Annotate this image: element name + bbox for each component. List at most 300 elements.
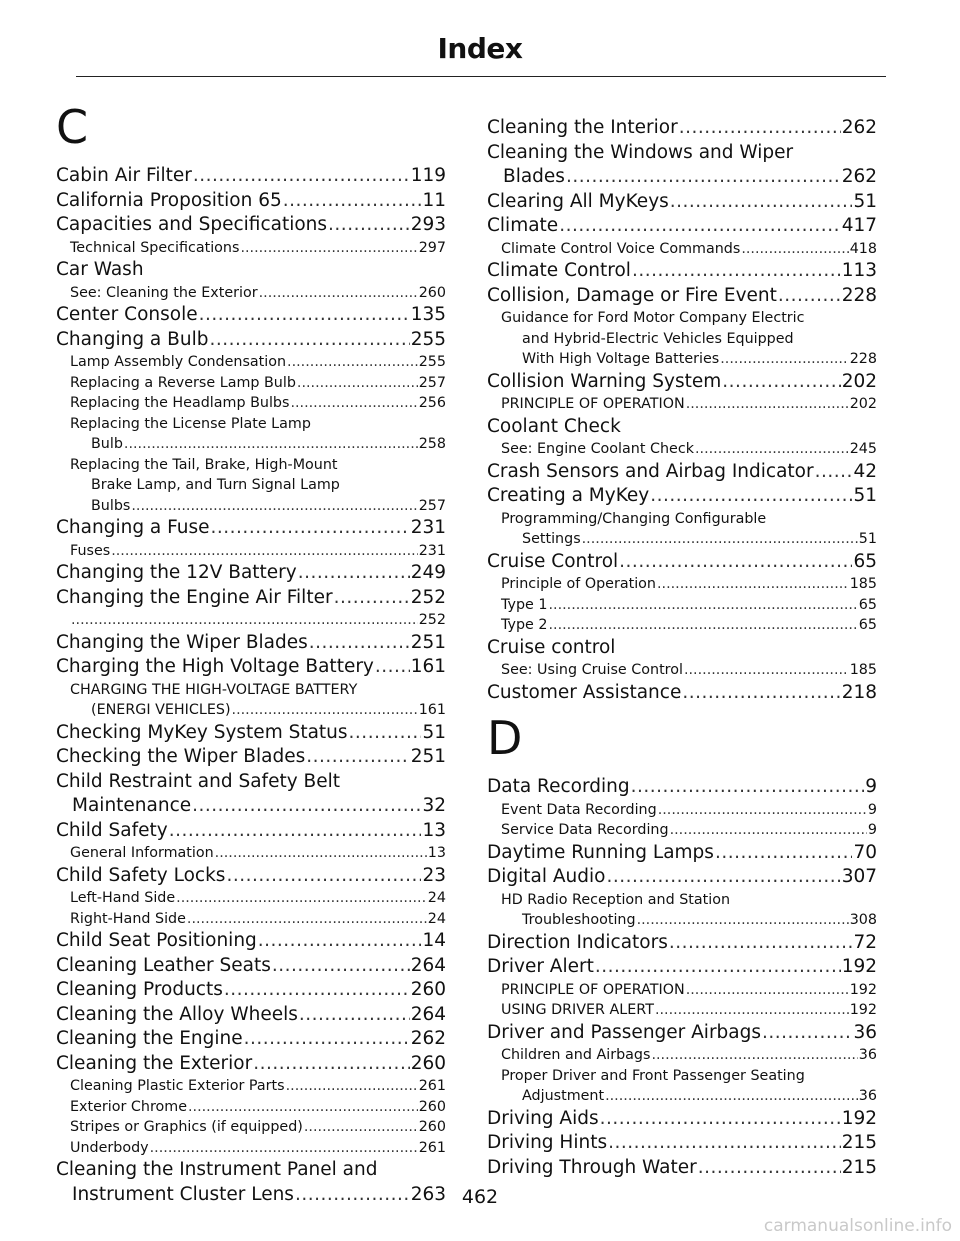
entry-page: 202 <box>849 396 877 412</box>
index-subentry-line: Proper Driver and Front Passenger Seating <box>501 1067 805 1084</box>
entry-text: Driving Aids <box>487 1107 599 1129</box>
index-subentry <box>56 541 446 562</box>
index-subentry <box>487 615 877 636</box>
entry-page: 65 <box>858 596 877 613</box>
index-entry <box>56 929 446 954</box>
dot-leader <box>658 800 867 821</box>
entry-text: Cleaning the Interior <box>487 117 678 138</box>
index-subentry-line: HD Radio Reception and Station <box>501 891 731 908</box>
entry-text: See: Cleaning the Exterior <box>70 284 258 301</box>
entry-text: Exterior Chrome <box>70 1098 187 1115</box>
index-entry <box>56 794 446 819</box>
entry-page: 13 <box>422 819 446 841</box>
entry-page: 113 <box>841 260 877 281</box>
index-subentry <box>56 496 446 517</box>
index-subentry <box>487 800 877 821</box>
entry-text: See: Using Cruise Control <box>501 662 683 678</box>
entry-text: Changing the Wiper Blades <box>56 631 308 653</box>
entry-text: Cleaning the Alloy Wheels <box>56 1003 298 1025</box>
dot-leader <box>209 328 409 353</box>
dot-leader <box>199 303 410 328</box>
entry-page: 260 <box>418 1098 446 1115</box>
dot-leader <box>111 541 418 562</box>
entry-page: 192 <box>849 981 877 998</box>
index-subentry <box>487 574 877 595</box>
entry-text: California Proposition 65 <box>56 189 282 211</box>
left-entries <box>56 164 446 1207</box>
index-entry <box>56 561 446 586</box>
dot-leader <box>192 794 421 819</box>
dot-leader <box>299 1003 410 1028</box>
dot-leader <box>619 550 852 575</box>
entry-page: 32 <box>422 795 446 816</box>
dot-leader <box>187 909 427 930</box>
index-subentry <box>487 394 877 415</box>
entry-page: 252 <box>410 586 446 608</box>
dot-leader <box>600 1107 841 1132</box>
entry-page: 258 <box>418 436 446 452</box>
dot-leader <box>240 238 417 259</box>
index-entry-line: Car Wash <box>56 259 144 280</box>
entry-page: 260 <box>410 1052 446 1074</box>
entry-text: Changing a Fuse <box>56 517 210 538</box>
dot-leader <box>815 460 853 485</box>
dot-leader <box>224 978 410 1003</box>
entry-page: 255 <box>418 354 446 370</box>
index-subentry <box>56 843 446 864</box>
index-entry <box>487 284 877 309</box>
entry-page: 135 <box>410 304 446 325</box>
index-entry <box>56 655 446 680</box>
dot-leader <box>304 1117 418 1138</box>
dot-leader <box>655 1000 849 1021</box>
dot-leader <box>606 865 840 890</box>
entry-text: Data Recording <box>487 776 630 797</box>
entry-page: 51 <box>853 485 877 506</box>
entry-page: 161 <box>418 702 446 718</box>
index-entry <box>487 1107 877 1132</box>
entry-page: 261 <box>418 1139 446 1156</box>
entry-page: 119 <box>410 165 446 186</box>
entry-text: Center Console <box>56 304 198 325</box>
dot-leader <box>650 484 852 509</box>
entry-page: 261 <box>418 1078 446 1094</box>
entry-page: 9 <box>867 801 877 818</box>
entry-page: 260 <box>418 1119 446 1135</box>
entry-page: 218 <box>841 681 877 703</box>
entry-text: Daytime Running Lamps <box>487 841 714 863</box>
entry-page: 51 <box>422 721 446 743</box>
entry-text: Direction Indicators <box>487 931 668 953</box>
dot-leader <box>286 1076 418 1097</box>
entry-page: 215 <box>841 1156 877 1178</box>
entry-text: Cleaning Plastic Exterior Parts <box>70 1078 285 1094</box>
entry-text: Replacing the Headlamp Bulbs <box>70 395 290 411</box>
dot-leader <box>695 439 849 460</box>
entry-page: 251 <box>410 631 446 653</box>
index-entry <box>487 1156 877 1181</box>
entry-page: 228 <box>849 351 877 367</box>
index-entry <box>487 165 877 190</box>
index-entry <box>487 681 877 706</box>
dot-leader <box>682 681 840 706</box>
dot-leader <box>548 615 857 636</box>
dot-leader <box>559 214 840 239</box>
entry-page: 161 <box>410 656 446 677</box>
entry-text: Cleaning the Engine <box>56 1028 243 1049</box>
index-subentry <box>487 820 877 841</box>
index-entry <box>487 370 877 395</box>
dot-leader <box>169 819 422 844</box>
index-entry-line: Cleaning the Instrument Panel and <box>56 1159 378 1180</box>
index-subentry <box>56 434 446 455</box>
dot-leader <box>188 1097 418 1118</box>
index-subentry-line: Brake Lamp, and Turn Signal Lamp <box>91 477 340 493</box>
index-subentry <box>487 529 877 550</box>
entry-page: 260 <box>418 284 446 301</box>
dot-leader <box>176 888 427 909</box>
entry-text: Cruise Control <box>487 550 619 572</box>
watermark: carmanualsonline.info <box>763 1216 952 1236</box>
entry-text: Clearing All MyKeys <box>487 190 669 212</box>
index-entry <box>487 259 877 284</box>
dot-leader <box>720 349 848 370</box>
entry-text: Child Seat Positioning <box>56 930 257 951</box>
entry-page: 65 <box>858 617 877 633</box>
entry-page: 257 <box>418 374 446 391</box>
entry-text: Capacities and Specifications <box>56 214 328 235</box>
index-subentry <box>56 352 446 373</box>
entry-text: Climate Control Voice Commands <box>501 240 741 257</box>
entry-text: Adjustment <box>522 1088 605 1104</box>
entry-text: Stripes or Graphics (if equipped) <box>70 1119 303 1135</box>
dot-leader <box>71 610 418 631</box>
index-entry-line: Cleaning the Windows and Wiper <box>487 141 794 163</box>
entry-text: Changing a Bulb <box>56 328 209 350</box>
dot-leader <box>272 954 410 979</box>
title-divider <box>76 76 886 77</box>
entry-page: 228 <box>841 284 877 306</box>
entry-text: Cleaning Products <box>56 979 223 1000</box>
entry-text: Service Data Recording <box>501 822 669 838</box>
index-subentry <box>487 910 877 931</box>
index-entry <box>487 116 877 141</box>
index-entry <box>487 775 877 800</box>
dot-leader <box>670 820 867 841</box>
dot-leader <box>375 655 410 680</box>
dot-leader <box>679 116 841 141</box>
index-entry <box>487 1131 877 1156</box>
index-subentry <box>487 349 877 370</box>
entry-text: Right-Hand Side <box>70 910 186 927</box>
index-subentry <box>56 238 446 259</box>
section-gap <box>487 705 877 715</box>
index-subentry <box>487 980 877 1001</box>
dot-leader <box>566 165 841 190</box>
entry-page: 51 <box>853 190 877 212</box>
entry-text: Children and Airbags <box>501 1047 651 1063</box>
entry-page: 9 <box>865 776 877 797</box>
entry-page: 262 <box>841 117 877 138</box>
index-entry <box>56 586 446 611</box>
entry-text: Climate Control <box>487 260 631 281</box>
dot-leader <box>259 283 418 304</box>
dot-leader <box>124 434 418 455</box>
index-entry <box>487 1021 877 1046</box>
index-subentry <box>487 595 877 616</box>
section-letter: D <box>487 711 523 765</box>
entry-text: Type 1 <box>501 596 548 613</box>
entry-text: Checking MyKey System Status <box>56 721 348 743</box>
entry-page: 251 <box>410 746 446 767</box>
entry-page: 249 <box>410 562 446 583</box>
dot-leader <box>297 373 418 394</box>
entry-text: Underbody <box>70 1139 149 1156</box>
dot-leader <box>669 931 853 956</box>
index-subentry-line: CHARGING THE HIGH-VOLTAGE BATTERY <box>70 681 358 698</box>
index-entry <box>487 190 877 215</box>
entry-text: Blades <box>503 166 565 187</box>
entry-text: Settings <box>522 531 581 547</box>
dot-leader <box>287 352 418 373</box>
index-entry <box>56 631 446 656</box>
entry-page: 231 <box>418 542 446 559</box>
index-subentry <box>56 373 446 394</box>
index-subentry <box>487 660 877 681</box>
index-entry-line: Child Restraint and Safety Belt <box>56 770 340 792</box>
entry-page: 256 <box>418 395 446 411</box>
entry-page: 257 <box>418 497 446 514</box>
index-entry <box>487 865 877 890</box>
entry-text: Crash Sensors and Airbag Indicator <box>487 460 814 482</box>
dot-leader <box>605 1086 858 1107</box>
entry-text: Cleaning Leather Seats <box>56 954 271 976</box>
index-subentry <box>56 1076 446 1097</box>
entry-page: 418 <box>849 240 877 257</box>
entry-text: Cleaning the Exterior <box>56 1052 253 1074</box>
entry-text: Fuses <box>70 542 111 559</box>
index-entry <box>56 1003 446 1028</box>
entry-text: Technical Specifications <box>70 239 240 256</box>
entry-text: Creating a MyKey <box>487 485 650 506</box>
entry-text: Climate <box>487 215 559 236</box>
index-entry <box>56 978 446 1003</box>
dot-leader <box>670 190 853 215</box>
entry-page: 264 <box>410 1003 446 1025</box>
dot-leader <box>349 721 422 746</box>
entry-text: PRINCIPLE OF OPERATION <box>501 981 685 998</box>
dot-leader <box>778 284 841 309</box>
entry-page: 260 <box>410 979 446 1000</box>
dot-leader <box>298 561 410 586</box>
index-entry <box>487 214 877 239</box>
entry-page: 65 <box>853 550 877 572</box>
entry-page: 42 <box>853 460 877 482</box>
dot-leader <box>258 929 422 954</box>
entry-text: Digital Audio <box>487 866 606 887</box>
entry-text: Cabin Air Filter <box>56 165 192 186</box>
dot-leader <box>715 841 853 866</box>
entry-page: 23 <box>422 864 446 886</box>
entry-text: Checking the Wiper Blades <box>56 746 306 767</box>
index-entry <box>56 303 446 328</box>
entry-page: 293 <box>410 214 446 235</box>
index-entry-line: Cruise control <box>487 636 616 658</box>
index-entry <box>56 328 446 353</box>
index-entry <box>56 745 446 770</box>
entry-page: 262 <box>841 166 877 187</box>
dot-leader <box>686 980 849 1001</box>
index-subentry <box>56 700 446 721</box>
dot-leader <box>283 189 422 214</box>
entry-page: 192 <box>841 1107 877 1129</box>
dot-leader <box>741 239 848 260</box>
index-subentry <box>487 239 877 260</box>
index-subentry <box>487 1000 877 1021</box>
index-subentry-line: Replacing the Tail, Brake, High-Mount <box>70 456 338 473</box>
index-entry <box>56 819 446 844</box>
entry-text: Child Safety Locks <box>56 864 226 886</box>
dot-leader <box>608 1131 841 1156</box>
index-entry <box>487 841 877 866</box>
dot-leader <box>595 955 841 980</box>
index-entry <box>487 931 877 956</box>
index-subentry <box>56 1117 446 1138</box>
entry-page: 185 <box>849 662 877 678</box>
index-subentry-line: and Hybrid-Electric Vehicles Equipped <box>522 330 794 347</box>
entry-text: Event Data Recording <box>501 801 657 818</box>
entry-page: 192 <box>841 956 877 977</box>
entry-text: PRINCIPLE OF OPERATION <box>501 396 685 412</box>
entry-text: Bulb <box>91 436 123 452</box>
entry-text: Driving Through Water <box>487 1156 697 1178</box>
dot-leader <box>131 496 417 517</box>
entry-page: 262 <box>410 1028 446 1049</box>
entry-page: 215 <box>841 1132 877 1153</box>
entry-page: 245 <box>849 441 877 457</box>
index-entry <box>56 721 446 746</box>
entry-text: Child Safety <box>56 819 168 841</box>
index-subentry-line: Replacing the License Plate Lamp <box>70 415 311 432</box>
dot-leader <box>684 660 849 681</box>
entry-text: USING DRIVER ALERT <box>501 1002 654 1018</box>
index-subentry <box>56 1097 446 1118</box>
index-subentry <box>56 909 446 930</box>
entry-text: Driver and Passenger Airbags <box>487 1021 762 1043</box>
entry-page: 14 <box>422 930 446 951</box>
index-subentry <box>56 1138 446 1159</box>
index-subentry-line: Guidance for Ford Motor Company Electric <box>501 310 805 326</box>
entry-page: 72 <box>853 931 877 953</box>
entry-page: 264 <box>410 954 446 976</box>
index-column-right <box>487 116 877 1180</box>
dot-leader <box>232 700 418 721</box>
index-subentry <box>487 439 877 460</box>
entry-page: 263 <box>410 1183 446 1205</box>
index-entry <box>487 550 877 575</box>
entry-page: 417 <box>841 215 877 236</box>
index-entry <box>487 460 877 485</box>
dot-leader <box>582 529 858 550</box>
index-subentry <box>56 393 446 414</box>
dot-leader <box>226 864 421 889</box>
entry-page: 36 <box>853 1021 877 1043</box>
entry-page: 36 <box>858 1088 877 1104</box>
entry-page: 307 <box>841 866 877 887</box>
section-letter-c: C <box>56 100 89 154</box>
entry-page: 231 <box>410 517 446 538</box>
entry-page: 24 <box>427 890 446 906</box>
entry-page: 11 <box>422 189 446 211</box>
entry-page: 308 <box>849 912 877 928</box>
dot-leader <box>306 745 409 770</box>
entry-text: Driving Hints <box>487 1132 608 1153</box>
index-entry <box>56 213 446 238</box>
dot-leader <box>334 586 410 611</box>
entry-page: 9 <box>867 822 877 838</box>
dot-leader <box>211 516 410 541</box>
dot-leader <box>631 775 865 800</box>
entry-page: 13 <box>427 845 446 861</box>
page-number: 462 <box>461 1186 499 1208</box>
entry-page: 24 <box>427 910 446 927</box>
entry-page: 297 <box>418 239 446 256</box>
dot-leader <box>215 843 427 864</box>
entry-text: Changing the Engine Air Filter <box>56 586 333 608</box>
dot-leader <box>150 1138 418 1159</box>
dot-leader <box>637 910 849 931</box>
entry-text: Left-Hand Side <box>70 890 176 906</box>
entry-text: Principle of Operation <box>501 576 656 592</box>
entry-text: Driver Alert <box>487 956 594 977</box>
index-subentry <box>487 1086 877 1107</box>
entry-text: Type 2 <box>501 617 548 633</box>
dot-leader <box>548 595 857 616</box>
entry-text: Customer Assistance <box>487 681 682 703</box>
dot-leader <box>762 1021 852 1046</box>
entry-text: Maintenance <box>72 795 192 816</box>
entry-text: Collision, Damage or Fire Event <box>487 284 777 306</box>
dot-leader <box>290 393 417 414</box>
index-entry <box>56 516 446 541</box>
entry-page: 202 <box>841 370 877 392</box>
entry-page: 192 <box>849 1002 877 1018</box>
index-entry <box>56 164 446 189</box>
entry-text: With High Voltage Batteries <box>522 351 720 367</box>
entry-text: Collision Warning System <box>487 370 722 392</box>
index-subentry <box>56 610 446 631</box>
entry-text: Lamp Assembly Condensation <box>70 354 287 370</box>
dot-leader <box>651 1045 857 1066</box>
entry-text: Bulbs <box>91 497 131 514</box>
entry-text: (ENERGI VEHICLES) <box>91 702 231 718</box>
entry-page: 70 <box>853 841 877 863</box>
entry-text: General Information <box>70 845 214 861</box>
entry-text: Instrument Cluster Lens <box>72 1183 294 1205</box>
index-entry <box>56 954 446 979</box>
page-title: Index <box>437 32 523 65</box>
dot-leader <box>328 213 410 238</box>
dot-leader <box>253 1052 410 1077</box>
right-entries <box>487 116 877 1180</box>
index-entry <box>56 864 446 889</box>
index-entry <box>56 1027 446 1052</box>
index-entry-line: Coolant Check <box>487 415 621 437</box>
entry-text: Replacing a Reverse Lamp Bulb <box>70 374 296 391</box>
dot-leader <box>309 631 410 656</box>
entry-page: 185 <box>849 576 877 592</box>
index-subentry <box>56 283 446 304</box>
